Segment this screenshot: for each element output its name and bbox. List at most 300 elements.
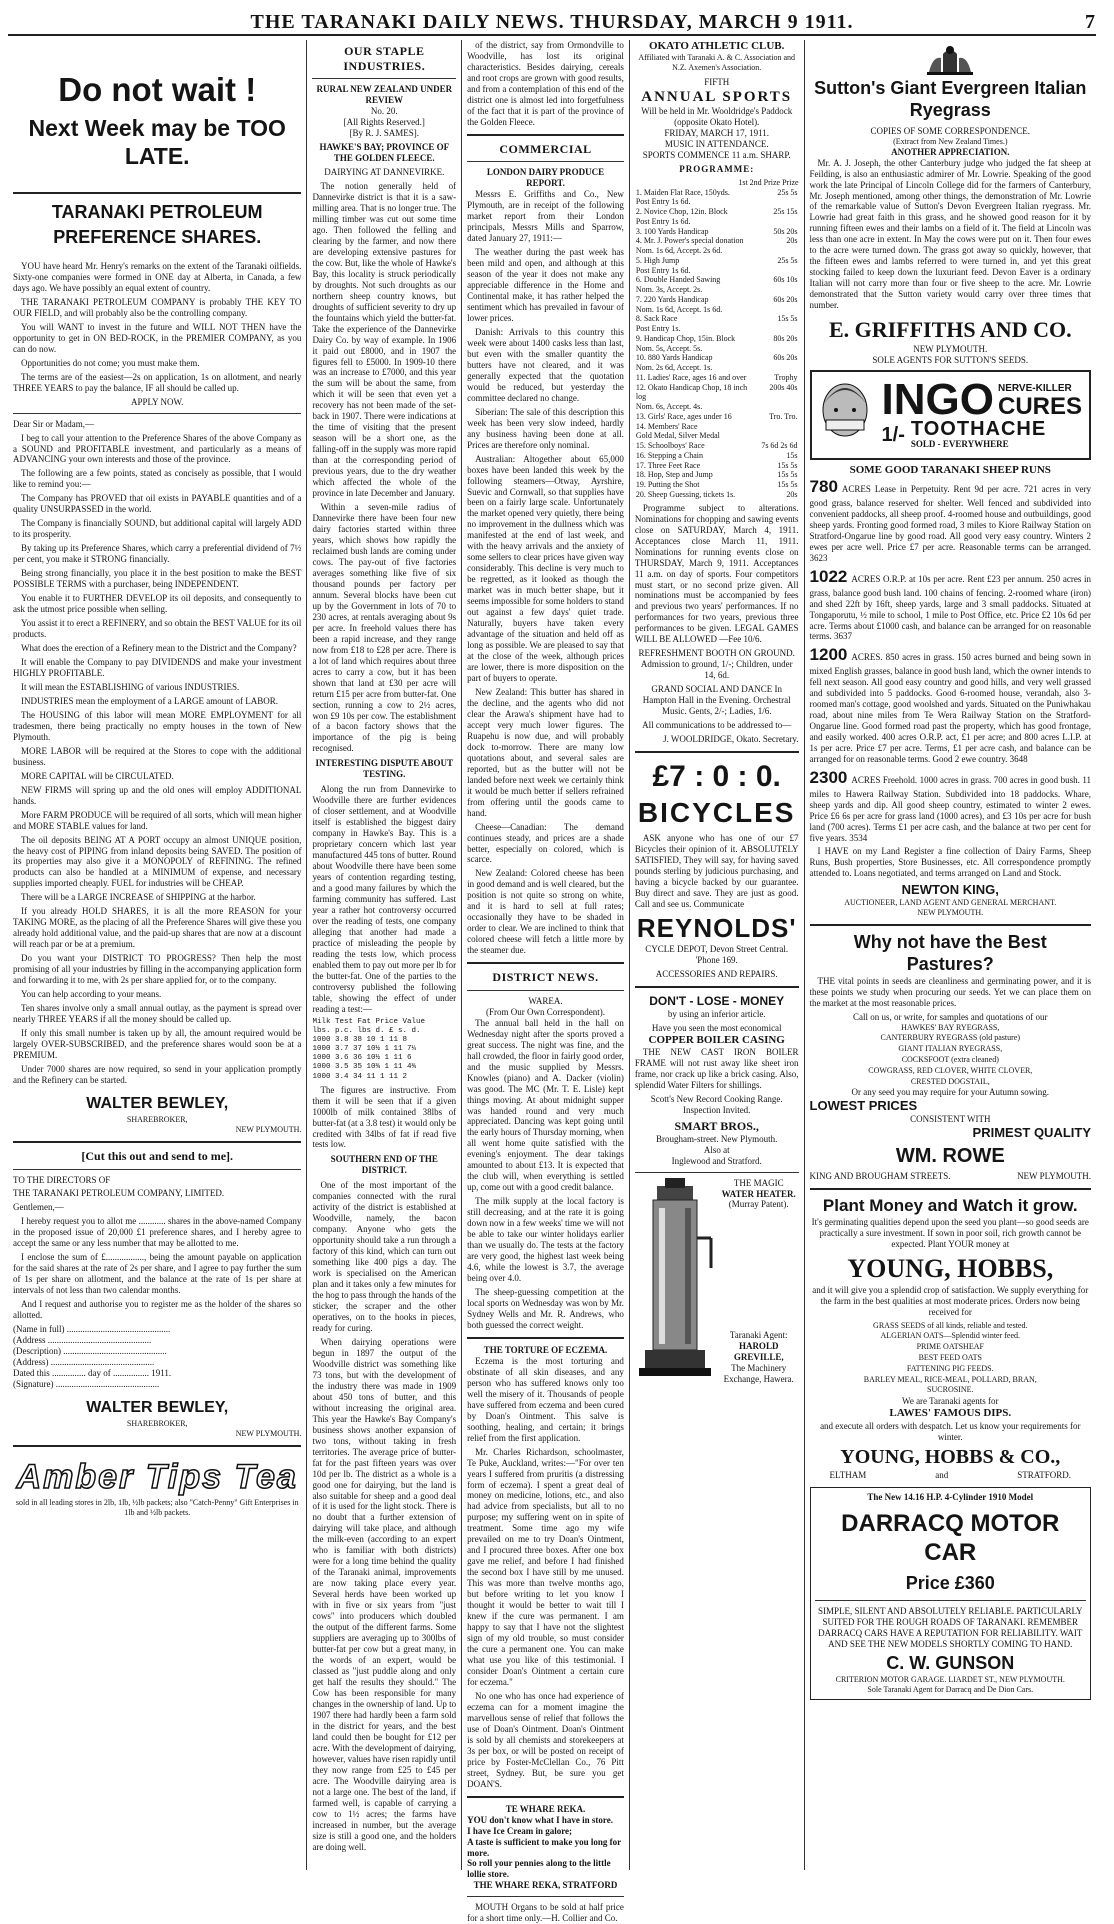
test-table-head: Milk Test Fat Price Value <box>312 1017 425 1026</box>
lawes-text: and execute all orders with despatch. Let us know your requirements for winter. <box>820 1420 1081 1442</box>
griffiths-name: E. GRIFFITHS AND CO. <box>828 317 1072 343</box>
event-prize: 15s <box>786 450 798 460</box>
plant-money-headline: Plant Money and Watch it grow. <box>822 1196 1078 1216</box>
sports-venue: Will be held in Mr. Wooldridge's Paddock (opposite Okato Hotel). <box>641 106 793 128</box>
water-heater-illustration <box>635 1178 715 1381</box>
event-name: 15. Schoolboys' Race <box>635 441 705 451</box>
royal-arms-icon <box>810 44 1091 76</box>
letter-paragraph: Under 7000 shares are now required, so send in your application promptly and the Refinery can be started. <box>13 1063 302 1085</box>
scott-range: Scott's New Record Cooking Range. <box>650 1094 783 1105</box>
heater-agent-name: HAROLD GREVILLE, <box>733 1341 784 1363</box>
event-name: Post Entry 1s 6d. <box>635 265 691 275</box>
primest-quality: PRIMEST QUALITY <box>972 1125 1091 1141</box>
young-item: BEST FEED OATS <box>918 1352 982 1362</box>
district-news-heading: DISTRICT NEWS. <box>492 970 599 985</box>
consistent-with: CONSISTENT WITH <box>910 1114 991 1125</box>
event-row <box>635 461 799 471</box>
plant-text: It's germinating qualities depend upon the seed you plant—so good seeds are practically a sure investment. If sown in poor soil, rich growth cannot be expected. Plant YOUR money at <box>811 1217 1089 1249</box>
letter-paragraph: You can help according to your means. <box>21 989 162 1000</box>
programme-heading: PROGRAMME: <box>679 164 755 175</box>
seed-item: GIANT ITALIAN RYEGRASS, <box>898 1044 1003 1054</box>
event-name: 5. High Jump <box>635 255 680 265</box>
young-item: ALGERIAN OATS—Splendid winter feed. <box>880 1331 1021 1341</box>
news-paragraph: The milk supply at the local factory is still decreasing, and at the rate it is going down now in a few weeks' time we will not be able to take our winter holidays earlier than we usually do. The tests at the factory are very good, the highest last week being 4.6, while the lowest is 3.7, the average being over 4.0. <box>467 1196 624 1284</box>
letter-paragraph: Do you want your DISTRICT TO PROGRESS? Then help the most promising of all your industries by filling in the accompanying application form and forwarding it to me, with 2s per share applied for, or to the company. <box>13 953 302 986</box>
event-prize: 80s 20s <box>773 333 798 343</box>
rowe-place: NEW PLYMOUTH. <box>1017 1171 1091 1182</box>
petroleum-intro <box>13 261 301 394</box>
letter-paragraph: The Company has PROVED that oil exists in PAYABLE quantities and of a quality UNSURPASSED in the world. <box>13 493 302 515</box>
event-prize: 25s 5s <box>777 255 798 265</box>
event-prize: 25s 5s <box>777 187 798 197</box>
event-prize <box>760 324 798 334</box>
annual-sports: ANNUAL SPORTS <box>641 88 793 105</box>
event-prize <box>760 285 798 295</box>
face-with-toothache-icon <box>816 378 876 451</box>
event-row <box>635 256 799 266</box>
inspection: Inspection Invited. <box>682 1105 751 1116</box>
mouth-organs: MOUTH Organs to be sold at half price for a short time only.—H. Collier and Co. <box>467 1902 624 1924</box>
ingo-name: INGO <box>881 374 994 424</box>
verse-line: I have Ice Cream in galore; <box>467 1825 573 1836</box>
form-company: THE TARANAKI PETROLEUM COMPANY, LIMITED. <box>13 1188 225 1199</box>
event-row <box>635 402 799 412</box>
accessories: ACCESSORIES AND REPAIRS. <box>655 969 778 980</box>
event-prize: Trophy <box>774 372 798 382</box>
event-name: 19. Putting the Shot <box>635 480 700 490</box>
young-item: GRASS SEEDS of all kinds, reliable and tested. <box>873 1320 1028 1330</box>
event-row <box>635 188 799 198</box>
darracq-advert <box>810 1487 1091 1700</box>
intro-paragraph: The terms are of the easiest—2s on application, 1s on allotment, and nearly THREE YEARS to pay the balance, IF all should be called up. <box>13 371 302 393</box>
event-prize <box>760 344 798 354</box>
also-at: Also at <box>703 1144 730 1155</box>
sutton-extract: (Extract from New Zealand Times.) <box>893 136 1008 146</box>
dont-lose-money: DON'T - LOSE - MONEY <box>649 994 785 1009</box>
letter-paragraph: INDUSTRIES mean the employment of a LARGE amount of LABOR. <box>21 695 278 706</box>
event-prize <box>760 246 798 256</box>
staple-sub5: SOUTHERN END OF THE DISTRICT. <box>330 1154 438 1176</box>
event-prize <box>760 422 798 432</box>
event-name: 9. Handicap Chop, 15in. Block <box>635 333 736 343</box>
test-table-row: 1000 3.7 37 10½ 1 11 7¼ <box>312 1045 416 1054</box>
sheep-run-text: ACRES. 850 acres in grass. 150 acres burned and being sown in mixed English grasses, balance in good bush land, which the owner intends to fell next season. All good easy country and good hills, and very well grassed and subdivided into 5 paddocks. Good 6-roomed house, verandah, also 3-roomed man's cottage, good woolshed and yards. Situated on the Puniwhakau road, about nine miles from Te Wera Railway Station on the Stratford-Ongarue line. Good formed road past the property, which has good frontage, and easily worked. 400 acres O.R.P. act, £1 per acre; and 800 acres L.I.P. at 1s per acre. Price £7 per acre. Terms, £1 per acre cash, and balance can be arranged for on reasonable terms. Good 2 ewe country. 3648 <box>809 652 1091 764</box>
event-prize: 60s 10s <box>773 275 798 285</box>
seed-item: CRESTED DOGSTAIL, <box>910 1076 990 1086</box>
event-name: 7. 220 Yards Handicap <box>635 294 709 304</box>
club-name: OKATO ATHLETIC CLUB. <box>649 40 785 52</box>
eczema-paragraphs <box>467 1356 624 1790</box>
form-field: (Description) .............................................. <box>13 1346 167 1357</box>
form-gentlemen: Gentlemen,— <box>13 1202 64 1213</box>
inferior-article: by using an inferior article. <box>667 1008 766 1019</box>
event-row <box>635 207 799 217</box>
staple-heading: OUR STAPLE INDUSTRIES. <box>343 44 426 73</box>
reynolds: REYNOLDS' <box>636 912 797 943</box>
staple-sub2: HAWKE'S BAY; PROVINCE OF THE GOLDEN FLEECE. <box>319 142 450 164</box>
bicycle-text: ASK anyone who has one of our £7 Bicycles their opinion of it. ABSOLUTELY SATISFIED, They will say, for having saved pounds sterling by judicious purchasing, and having a bicycle backed by our guarantee. Buy direct and save. They are just as good. Call and see us. Communicate <box>634 832 799 909</box>
event-name: Post Entry 1s 6d. <box>635 197 691 207</box>
event-name: 6. Double Handed Sawing <box>635 275 721 285</box>
form-field: (Address) .............................................. <box>13 1357 155 1368</box>
masthead <box>8 6 1096 36</box>
pastures-headline: Why not have the Best Pastures? <box>853 931 1047 974</box>
letter-paragraph: More FARM PRODUCE will be required of all sorts, which will mean higher and MORE STABLE values for land. <box>13 809 302 831</box>
griffiths-sole: SOLE AGENTS FOR SUTTON'S SEEDS. <box>872 354 1029 365</box>
signer2-title: SHAREBROKER, <box>126 1419 188 1429</box>
form-field: (Name in full) .............................................. <box>13 1324 171 1335</box>
event-name: Nom. 1s 6d, Accept. 2s 6d. <box>635 246 723 256</box>
sheep-run-acres: 780 <box>809 477 838 497</box>
cycle-depot: CYCLE DEPOT, Devon Street Central. 'Phone 169. <box>645 944 789 966</box>
report-paragraph: Siberian: The sale of this description this week has been very slow indeed, hardly any business having been done at all. Prices are therefore only nominal. <box>467 406 624 450</box>
test-table-row: lbs. p.c. lbs d. £ s. d. <box>312 1026 421 1035</box>
young-items <box>810 1321 1091 1397</box>
letter-paragraph: It will mean the ESTABLISHING of various INDUSTRIES. <box>21 681 240 692</box>
sports-date: FRIDAY, MARCH 17, 1911. <box>664 128 770 139</box>
form-paragraph: And I request and authorise you to register me as the holder of the shares so allotted. <box>13 1299 302 1321</box>
column-seeds-farms <box>805 40 1096 1870</box>
event-row <box>635 480 799 490</box>
event-row <box>635 275 799 285</box>
newton-place: NEW PLYMOUTH. <box>917 908 984 917</box>
event-row <box>635 412 799 422</box>
signer2-place: NEW PLYMOUTH. <box>235 1429 302 1439</box>
article-paragraph: Within a seven-mile radius of Dannevirke there have been four new dairy factories started within three years, which shows how rapidly the reclaimed bush lands are coming under cows. The pay-out of five factories averages something like five of six thousand pounds per factory per annum. Several blocks have been cut up by the Government in lots of 70 to 230 acres, at rentals averaging about 9s per acre. In freehold values there has been a rapid increase, and they range now from £18 to £28 per acre. There is a lot of land which requires about three acres to carry a cow, but it has been shown that land at £30 per acre will return £15 per acre from butter-fat. One section, running a cow to 2½ acres, won £9 10s per cow. The establishment of a bacon factory shows that the importance of the pig is being recognised. <box>312 502 457 754</box>
eczema-paragraph: Mr. Charles Richardson, schoolmaster, Te Puke, Auckland, writes:—"For over ten years I suffered from pruritis (a distressing form of eczema). I spent a great deal of money on medicine, lotions, etc., and also had advice from specialists, but all to no purpose; my suffering went on in spite of treatment. Some time ago my wife prevailed on me to try Doan's Ointment, and I procured three boxes. After one box gave me relief, and before I had finished the second box I have still by me unused. This was more than twelve months ago, but before writing to let you know I thought it would be better to wait till I knew if the cure was permanent. I am happy to say that I have not the slightest sign of my old trouble, so must consider the cure a permanent one. You can make what use you like of this testimonial. I consider Doan's Ointment a certain cure for eczema." <box>467 1446 624 1687</box>
darracq-heading: DARRACQ MOTOR CAR <box>841 1509 1060 1567</box>
article-paragraph: When dairying operations were begun in 1897 the output of the Woodville district was something like 73 tons, but with the development of the industry there was made in 1909 about 450 tons of butter, and this without increasing the original area. This year the Hawke's Bay Company's business shows another expansion of two tons, without taking in fresh territories. The average price of butter-fat for the past fifteen years was over 10d per lb. The district as a whole is a good one for dairying, but the land is also suitable for sheep and a good deal of it is used for the light stock. There is no doubt that a further extension of dairying will take place, and although the milk-even (according to an expert who is familiar with both districts) were for a long time behind the quality of the Taranaki animal, improvements are now taking place every year. Several herds have been worked up with in five or six years from "just cows" into producers which doubled the output of the different farms. Some suppliers are averaging up to 300lbs of butter-fat per cow but a great many, in the words of an expert, would be classed as "just puddle along and only get half the results they should." The Cow has been responsible for many changes in the ownership of land. Up to 1907 there had hardly been a farm sold in the district for years, and the best land could then be bought for £12 per acre. With the development of dairying, however, values have risen rapidly until they now range from £25 to £45 per acre. The Woodville dairying area is not a large one. The best of the land, if farmed well, is capable of carrying a cow to 1½ acres; the farms have increased in number, but the average size is still a good one, and the holders are doing well. <box>312 1336 457 1852</box>
column-commercial <box>462 40 630 1924</box>
test-table-row: 1000 3.8 38 10 1 11 8 <box>312 1035 407 1044</box>
event-name: Post Entry 1s. <box>635 324 681 334</box>
letter-paragraph: If only this small number is taken up by all, the amount required would be largely OVER-SUBSCRIBED, and the preference shares would soon be at a PREMIUM. <box>13 1028 302 1060</box>
apply-now: APPLY NOW. <box>130 396 184 407</box>
refreshment: REFRESHMENT BOOTH ON GROUND. Admission to ground, 1/-; Children, under 14, 6d. <box>638 648 795 681</box>
young-item: BARLEY MEAL, RICE-MEAL, POLLARD, BRAN, <box>863 1374 1037 1384</box>
dairy-report-heading: LONDON DAIRY PRODUCE REPORT. <box>486 167 605 189</box>
event-row <box>635 422 799 432</box>
sheep-run-text: ACRES Lease in Perpetuity. Rent 9d per acre. 721 acres in very good grass, balance reserved for shelter. Well fenced and subdivided into convenient paddocks, all sheep proof. 4-roomed house and outbuildings, good sheep yards. Fronting good formed road, 3 miles to Kiore Railway Station on Stratford-Ongarue line by good road. All good very easy country. Winters 2 ewes per acre well. Price £7 per acre. Reasonable terms can be arranged. 3623 <box>809 484 1091 563</box>
petroleum-letter <box>13 433 301 1086</box>
verse-line: A taste is sufficient to make you long for more. <box>467 1836 621 1858</box>
report-paragraph: New Zealand: This butter has shared in the decline, and the agents who did not clear the Arawa's shipment have had to accept very much lower figures. The Ruapehu is now due, and will probably dock to-morrow. There are many low quotations about, and several sales are reported, but as the butter will not be landed before next week we certainly think it would be much better if sellers refrained from offering until the goods came to hand. <box>467 686 624 818</box>
event-name: 2. Novice Chop, 12in. Block <box>635 207 728 217</box>
criterion-garage: CRITERION MOTOR GARAGE. LIARDET ST., NEW PLYMOUTH. <box>835 1675 1065 1685</box>
ingo-sold: SOLD - EVERYWHERE <box>910 439 1009 450</box>
heater-title: WATER HEATER. <box>721 1188 796 1199</box>
form-paragraph: I hereby request you to allot me ............ shares in the above-named Company in the proposed issue of 20,000 £1 preference shares, and I hereby agree to accept the same or any less number that may be allotted to me. <box>13 1216 302 1249</box>
event-prize: 7s 6d 2s 6d <box>761 441 798 451</box>
taranaki-agents: We are Taranaki agents for <box>902 1396 999 1407</box>
headline-next-week: Next Week may be TOO LATE. <box>28 115 286 170</box>
eczema-paragraph: Eczema is the most torturing and obstinate of all skin diseases, and any person who has suffered knows only too well the misery of it. Thousands of people have suffered from eczema and been cured by Doan's Ointment. This salve is soothing, healing, and certain; it brings relief from the first application. <box>467 1355 624 1443</box>
cut-out-label: [Cut this out and send to me]. <box>81 1148 234 1163</box>
letter-paragraph: NEW FIRMS will spring up and the old ones will employ ADDITIONAL hands. <box>13 784 302 806</box>
form-field: (Signature) .............................................. <box>13 1378 160 1389</box>
letter-paragraph: What does the erection of a Refinery mean to the District and the Company? <box>21 643 297 653</box>
event-row <box>635 324 799 334</box>
music: MUSIC IN ATTENDANCE. <box>664 139 769 150</box>
sheep-run-acres: 1022 <box>809 566 848 586</box>
darracq-price: Price £360 <box>905 1573 995 1594</box>
ingo-nerve-killer: NERVE-KILLER <box>998 383 1072 395</box>
verse-line: YOU don't know what I have in store. <box>467 1814 614 1825</box>
gunson: C. W. GUNSON <box>886 1653 1015 1674</box>
sutton-copies: COPIES OF SOME CORRESPONDENCE. <box>870 125 1031 136</box>
smart-bros: SMART BROS., <box>674 1119 759 1134</box>
darracq-new-model: The New 14.16 H.P. 4-Cylinder 1910 Model <box>867 1491 1034 1502</box>
sutton-text: Mr. A. J. Joseph, the other Canterbury judge who judged the fat sheep at Feilding, is also an enthusiastic admirer of Mr. Lowrie. Speaking of the good work the late Principal of Lincoln College did for the farmers of Canterbury, Mr. Joseph mentioned, among other things, the demonstration of Mr. Lowrie of the remarkable value of Sutton's Devon Evergreen Italian ryegrass. Mr. Lowrie had great faith in this grass, and he showed good reason for it by running fifteen ewes and their lambs on a field of it. The field at Lincoln was less than one acre in extent. In May the cows were put on it. Then four ewes to the acre were turned down. The grass got away so quickly, however, that the fifteen ewes and lambs referred to were turned in, and yet this great stocking failed to keep down the luxuriant feed. Devon Eaver is a ordinary Italian will not carry more than four or five sheep to the acre. Mr. Lowrie demonstrated that the Sutton variety would carry over three times that number. <box>809 157 1091 311</box>
application-form-fields <box>13 1324 301 1390</box>
whare-reka-sig: THE WHARE REKA, STRATFORD <box>473 1880 618 1891</box>
seed-item: COCKSFOOT (extra cleaned) <box>901 1054 999 1064</box>
dairy-report-paragraphs <box>467 189 624 956</box>
event-name: 4. Mr. J. Power's special donation <box>635 236 744 246</box>
griffiths-place: NEW PLYMOUTH. <box>913 343 988 354</box>
event-prize: Tro. Tro. <box>769 411 798 421</box>
event-row <box>635 227 799 237</box>
event-prize <box>760 431 798 441</box>
event-prize: 15s 5s <box>777 480 798 490</box>
seed-item: CANTERBURY RYEGRASS (old pasture) <box>880 1033 1021 1043</box>
event-row <box>635 451 799 461</box>
grand-social: GRAND SOCIAL AND DANCE In Hampton Hall in the Evening. Orchestral Music. Gents, 2/-; Ladies, 1/6. <box>642 684 791 717</box>
letter-paragraph: The following are a few points, stated as concisely as possible, that I would like to remind you:— <box>13 468 302 490</box>
event-name: 18. Hop, Step and Jump <box>635 470 713 480</box>
commence: SPORTS COMMENCE 11 a.m. SHARP. <box>642 150 791 161</box>
sheep-run-acres: 2300 <box>809 767 848 787</box>
masthead-title: THE TARANAKI DAILY NEWS. THURSDAY, MARCH 9 1911. <box>250 11 854 33</box>
staple-byline: [By R. J. SAMES]. <box>349 128 420 139</box>
prize-heading: 1st 2nd Prize Prize <box>738 177 799 187</box>
event-prize: 20s <box>786 489 798 499</box>
test-table-row: 1000 3.4 34 11 1 11 2 <box>312 1072 407 1081</box>
event-row <box>635 363 799 373</box>
heater-agent: Taranaki Agent: <box>729 1330 788 1341</box>
newton-king: NEWTON KING, <box>901 882 999 898</box>
sheep-runs-list <box>810 477 1091 843</box>
test-table-row: 1000 3.5 35 10¾ 1 11 4¾ <box>312 1063 416 1072</box>
intro-paragraph: YOU have heard Mr. Henry's remarks on the extent of the Taranaki oilfields. Sixty-one companies were formed in ONE day at Alberta, in Canada, a few days ago. We have possibly an equal extent of country. <box>13 260 302 293</box>
form-field: (Address .............................................. <box>13 1335 152 1346</box>
page-number: 7 <box>1085 11 1096 33</box>
event-prize: 200s 40s <box>769 382 798 392</box>
ingo-cures: CURES <box>998 393 1083 421</box>
event-row <box>635 285 799 295</box>
article-paragraph: The figures are instructive. From them it will be seen that if a given 1000lb of milk contained 38lbs of butter-fat (at a 3.8 test) it would only be credited with 34lbs of fat if read five tests low. <box>312 1084 457 1150</box>
event-row <box>635 383 799 403</box>
young-item: FATTENING PIG FEEDS. <box>906 1363 994 1373</box>
signer-name: WALTER BEWLEY, <box>86 1094 229 1112</box>
staple-rights: [All Rights Reserved.] <box>343 117 425 128</box>
heater-agent-addr: The Machinery Exchange, Hawera. <box>723 1363 794 1385</box>
event-name: 17. Three Feet Race <box>635 460 701 470</box>
warea-heading: WAREA. <box>528 995 563 1006</box>
article-paragraph: The notion generally held of Dannevirke district is that it is a saw-milling area. That is no longer true. The milling timber was cut out some time ago. Then followed the felling and clearing by the farmer, and now there are developing extensive pastures for the cow. But, like the whole of Hawke's Bay, this locality is struck periodically by droughts. Not such droughts as our northern sheep country knows, but droughts of sufficient severity to dry up the fountains which yield the butter-fat. Take the experience of the Dannevirke Dairy Co. by way of example. In 1906 it paid out £8000, and in 1907 the figures fell to £5000. In 1909-10 there was an increase to £7000, and this year the sum will be about the same, from which it will be seen that even yet a recovery has not been made of the set-back in 1907. There were indications at the time of visiting that the present season will be a short one, as the falling-off in the supply was more rapid than at the corresponding period of previous years, due to the dry weather which affected the whole of the province in late December and January. <box>312 181 457 499</box>
any-seed: Or any seed you may require for your Autumn sowing. <box>851 1087 1049 1098</box>
letter-paragraph: If you already HOLD SHARES, it is all the more REASON for your TAKING MORE, as the placing of all the Preference Shares will give these you already hold additional value, and the paid-up shares that are now at a discount will reach par or be at a premium. <box>13 906 302 950</box>
ingo-toothache: TOOTHACHE <box>910 418 1047 441</box>
heater-patent: (Murray Patent). <box>728 1199 789 1210</box>
letter-paragraph: Ten shares involve only a small annual outlay, as the payment is spread over nearly THREE YEARS if all the money should be called up. <box>13 1003 302 1025</box>
eltham: ELTHAM <box>829 1469 867 1480</box>
event-row <box>635 246 799 256</box>
pastures-text: THE vital points in seeds are cleanliness and germinating power, and it is these points we study when procuring our seeds. Yet we can place them on the market at the most reasonable prices. <box>809 975 1091 1008</box>
heater-the-magic: THE MAGIC <box>733 1177 784 1188</box>
letter-paragraph: By taking up its Preference Shares, which carry a preferential dividend of 7½ per cent, you make it STRONG financially. <box>13 543 302 565</box>
event-prize: 50s 20s <box>773 226 798 236</box>
club-affiliation: Affiliated with Taranaki A. & C. Association and N.Z. Axemen's Association. <box>638 53 796 73</box>
staple-paragraphs-3 <box>312 1085 456 1151</box>
land-register: I HAVE on my Land Register a fine collection of Dairy Farms, Sheep Runs, Bush properties, Store Businesses, etc. All correspondence promptly attended to. Loans negotiated, and terms arranged on Land and Stock. <box>809 846 1091 879</box>
form-paragraph: I enclose the sum of £................., being the amount payable on application for the said shares at the rate of 2s per share, and I agree to pay further the sum of 1s per share on allotment, and the balance at the rate of 1s per share at intervals of not less than two calendar months. <box>13 1252 302 1296</box>
warea-paragraphs <box>467 1018 624 1331</box>
event-row <box>635 344 799 354</box>
column-staple-industries <box>307 40 462 1870</box>
letter-paragraph: The oil deposits BEING AT A PORT occupy an almost UNIQUE position, the heavy cost of PIPING from inland deposits being SAVED. The position of its properties may also give it a MONOPOLY of REFINING. The refined products can also be handled at a MINIMUM of expense, and necessary supplies imported cheaply. FUEL for industries will be CHEAP. <box>13 834 302 889</box>
sheep-run-item <box>810 645 1091 764</box>
sheep-run-text: ACRES Freehold. 1000 acres in grass. 700 acres in good bush. 11 miles to Hawera Railway Station. Subdivided into 18 paddocks. Whare, sheep yards and dip. All good sheep country, estimated to winter 2 ewes. Price £6 6s per acre for grass land (1000 acres), and £3 10s per acre for bush land (700 acres). Terms £1 per acre cash, and the balance at two per cent for five years. 3534 <box>809 774 1091 843</box>
verse-line: So roll your pennies along to the little lollie store. <box>467 1858 611 1880</box>
rowe-street: KING AND BROUGHAM STREETS. <box>809 1171 951 1182</box>
bicycle-price: £7 : 0 : 0. <box>652 760 781 794</box>
ingo-advert <box>810 370 1091 460</box>
sheep-run-item <box>810 768 1091 844</box>
young-hobbs: YOUNG, HOBBS, <box>847 1253 1054 1283</box>
event-row <box>635 197 799 207</box>
intro-paragraph: Opportunities do not come; you must make them. <box>21 357 200 368</box>
letter-paragraph: I beg to call your attention to the Preference Shares of the above Company as a SOUND and PROFITABLE investment, and particularly as a means of ADVANCING your own interests and those of the province. <box>13 432 302 465</box>
event-prize <box>760 305 798 315</box>
staple-paragraphs-4 <box>312 1180 456 1852</box>
event-row <box>635 353 799 363</box>
form-to: TO THE DIRECTORS OF <box>13 1174 111 1185</box>
amber-footnote: sold in all leading stores in 2lb, 1lb, ½lb packets; also "Catch-Penny" Gift Enterprises in 1lb and ½lb packets. <box>15 1498 299 1518</box>
letter-paragraph: The Company is financially SOUND, but additional capital will largely ADD to its prosperity. <box>13 518 302 540</box>
sutton-headline: Sutton's Giant Evergreen Italian Ryegrass <box>814 78 1087 120</box>
event-row <box>635 295 799 305</box>
news-paragraph: The sheep-guessing competition at the local sports on Wednesday was won by Mr. Sydney Wells and Mr. R. Andrews, who both guessed the correct weight. <box>467 1287 624 1330</box>
event-prize <box>760 197 798 207</box>
event-row <box>635 266 799 276</box>
letter-paragraph: You enable it to FURTHER DEVELOP its oil deposits, and consequently to ask the utmost price possible when selling. <box>13 593 302 615</box>
event-name: 8. Sack Race <box>635 314 678 324</box>
communications: All communications to be addressed to— <box>642 720 792 731</box>
sheep-run-text: ACRES O.R.P. at 10s per acre. Rent £23 per annum. 250 acres in grass, balance good bush land. 100 chains of fencing. 2-roomed whare (iron) and shed 22ft by 16ft, sheep yards, large and 3 small paddocks. Situated at Tongaporutu, ½ mile to school, 1 mile to Post Office, etc. Price £2 10s 6d per acre. Terms about £1000 cash, and balance can be arranged for on reasonable terms. 3637 <box>809 573 1091 642</box>
event-name: 16. Stepping a Chain <box>635 450 703 460</box>
darracq-agent: Sole Taranaki Agent for Darracq and De Dion Cars. <box>867 1684 1034 1694</box>
staple-sub1: RURAL NEW ZEALAND UNDER REVIEW <box>316 84 453 106</box>
event-prize <box>760 266 798 276</box>
also-place: Inglewood and Stratford. <box>671 1155 762 1166</box>
letter-paragraph: It will enable the Company to pay DIVIDENDS and make your investment HIGHLY PROFITABLE. <box>13 656 302 678</box>
event-prize <box>760 363 798 373</box>
report-paragraph: Australian: Altogether about 65,000 boxes have been landed this week by the following steamers—Otway, Ayrshire, Suevic and Cornwall, so that supplies have been on a fairly large scale. Unfortunately the market opened very quietly, there being no improvement in the dullness which was manifested at the end of last week, and with the heavy arrivals and the anxiety of some sellers to clear prices have given way considerably. This decline is very much to be regretted, as it looked as though the market was in much better shape, but it seems impossible for some holders to stand out against a few days' quiet trade. Naturally, buyers have taken every advantage of the situation and held off as long as possible. We are pleased to say that at the close of the week, although prices are lower, there is more disposition on the part of buyers to operate. <box>467 453 624 683</box>
fifth: FIFTH <box>704 76 730 87</box>
sutton-another: ANOTHER APPRECIATION. <box>891 146 1010 157</box>
whare-reka-verse <box>467 1815 624 1881</box>
event-name: 11. Ladies' Race, ages 16 and over <box>635 372 747 382</box>
event-prize: 15s 5s <box>777 460 798 470</box>
young-item: SUCROSINE. <box>927 1385 974 1395</box>
letter-paragraph: MORE CAPITAL will be CIRCULATED. <box>21 770 174 781</box>
event-name: Nom. 3s, Accept. 2s. <box>635 285 703 295</box>
article-paragraph: Along the run from Dannevirke to Woodville there are further evidences of closer settlement, and at Woodville itself is established the biggest dairy company in Hawke's Bay. This is a proprietary concern which last year manufactured 445 tons of butter. Round about Woodville there have been some years of contention regarding testing, and a good many failures by which the farming community has suffered. Last year a rather hot controversy occurred over the reading of tests, one company alleging that another had made a practice of misleading the people by reading the tests low, which process enabled them to pay out more per lb for the butter-fat. One of the parties to the controversy published the following table, showing the effect of under reading a test:— <box>312 784 457 1014</box>
intro-paragraph: You will WANT to invest in the future and WILL NOT THEN have the opportunity to get in ON BED-ROCK, in the PREMIER COMPANY, as you can do now. <box>13 321 302 354</box>
commercial-heading: COMMERCIAL <box>499 141 592 156</box>
young-text: and it will give you a splendid crop of satisfaction. We supply everything for the farm in the best qualities at most moderate prices. Orders now being received for <box>812 1284 1089 1317</box>
event-row <box>635 236 799 246</box>
staple-number: No. 20. <box>370 106 398 117</box>
event-name: 12. Okato Handicap Chop, 18 inch log <box>635 382 748 402</box>
event-row <box>635 314 799 324</box>
event-prize <box>760 217 798 227</box>
eczema-paragraph: No one who has once had experience of eczema can for a moment imagine the marvellous sense of relief that follows the use of Doan's Ointment. Doan's Ointment is sold by all chemists and storekeepers at 3s per box, or will be posted on receipt of price by Foster-McClellan Co., 76 Pitt street, Sydney. But, be sure you get DOAN'S. <box>467 1690 624 1789</box>
runs-heading: SOME GOOD TARANAKI SHEEP RUNS <box>849 463 1051 476</box>
amber-tips-tea-logo: Amber Tips Tea <box>16 1457 298 1496</box>
events-table <box>635 188 799 500</box>
event-row <box>635 334 799 344</box>
whare-reka-heading: TE WHARE REKA. <box>505 1803 586 1814</box>
event-row <box>635 470 799 480</box>
lawes-dips: LAWES' FAMOUS DIPS. <box>889 1407 1012 1420</box>
event-name: Nom. 1s 6d, Accept. 1s 6d. <box>635 304 723 314</box>
event-prize: 20s <box>786 236 798 246</box>
ingo-price: 1/- <box>881 423 905 446</box>
darracq-text: SIMPLE, SILENT AND ABSOLUTELY RELIABLE. PARTICULARLY SUITED FOR THE ROUGH ROADS OF TARANAKI. REMEMBER DARRACQ CARS HAVE A REPUTATION FOR RELIABILITY. WAIT AND SEE THE NEW MODELS SHORTLY COMING TO HAND. <box>817 1606 1083 1650</box>
report-paragraph: Cheese—Canadian: The demand continues steady, and prices are a shade better, especially on colored, which is scarce. <box>467 821 624 865</box>
letter-paragraph: The HOUSING of this labor will mean MORE EMPLOYMENT for all tradesmen, there being practically no empty houses in the town of New Plymouth. <box>13 709 302 742</box>
headline-preference-shares: TARANAKI PETROLEUM PREFERENCE SHARES. <box>51 202 263 247</box>
report-paragraph: Danish: Arrivals to this country this week were about 1400 casks less than last, but even with the smaller quantity the butters have not cleared, and it was generally expected that the quotation would be reduced, but yesterday the committee declared no change. <box>467 326 624 403</box>
letter-paragraph: There will be a LARGE INCREASE of SHIPPING at the harbor. <box>21 892 256 903</box>
test-table-row: 1000 3.6 36 10½ 1 11 6 <box>312 1054 412 1063</box>
event-prize <box>760 402 798 412</box>
copper-text: THE NEW CAST IRON BOILER FRAME will not rust away like sheet iron frame, nor crack up like a brick casing. Also, splendid Water Filters for shillings. <box>634 1047 799 1091</box>
bicycles-heading: BICYCLES <box>637 796 796 828</box>
sheep-run-acres: 1200 <box>809 645 848 665</box>
call-on-us: Call on us, or write, for samples and quotations of our <box>853 1011 1048 1022</box>
article-paragraph: One of the most important of the companies connected with the rural activity of the district is established at Woodville, namely, the bacon company. Anyone who gets the opportunity should take a run through a factory of this kind, which can turn out something like 400 pigs a day. The work is specialised on the American plan and it takes only a few minutes for the hog to pass through the hands of the sticker, the scraper and the other operatives, on to the hooks in pieces, ready for curing. <box>312 1180 457 1333</box>
correspondent-note: (From Our Own Correspondent). <box>486 1006 605 1017</box>
event-row <box>635 373 799 383</box>
event-name: 20. Sheep Guessing, tickets 1s. <box>635 489 736 499</box>
sheep-run-item <box>810 477 1091 564</box>
stratford: STRATFORD. <box>1017 1469 1071 1480</box>
staple-sub4: INTERESTING DISPUTE ABOUT TESTING. <box>315 758 454 780</box>
event-row <box>635 305 799 315</box>
intro-paragraph: THE TARANAKI PETROLEUM COMPANY is probably THE KEY TO OUR FIELD, and will probably also be the controlling company. <box>13 296 302 318</box>
event-name: Nom. 5s, Accept. 5s. <box>635 343 703 353</box>
event-row <box>635 217 799 227</box>
form-field: Dated this ............... day of ................ 1911. <box>13 1368 172 1379</box>
signer-place: NEW PLYMOUTH. <box>235 1125 302 1135</box>
eczema-heading: THE TORTURE OF ECZEMA. <box>483 1344 608 1355</box>
salutation: Dear Sir or Madam,— <box>13 418 94 429</box>
letter-paragraph: MORE LABOR will be required at the Stores to cope with the additional business. <box>13 745 302 767</box>
and: and <box>935 1469 949 1480</box>
staple-paragraphs-1 <box>312 181 456 754</box>
event-name: 1. Maiden Flat Race, 150yds. <box>635 187 730 197</box>
young-hobbs-co: YOUNG, HOBBS & CO., <box>840 1446 1061 1469</box>
application-form-text <box>13 1216 301 1321</box>
event-row <box>635 490 799 500</box>
young-item: PRIME OATSHEAF <box>916 1342 984 1352</box>
news-paragraph: The annual ball held in the hall on Wednesday night after the sports proved a great success. The night was fine, and the hall crowded, the floor in fairly good order, and the music supplied by Messrs. Knowles (piano) and A. Dacker (violin) was good. The MC (Mr. T. E. Lisle) kept things moving. At about midnight supper was handed round and very much appreciated. Dancing was kept going until the early hours of Thursday morning, when all went home quite satisfied with the evening's enjoyment. The dear takings amounted to about £13. It is expected that the club will, when everything is settled up, come out with a good credit balance. <box>467 1017 624 1193</box>
signer-title: SHAREBROKER, <box>126 1115 188 1125</box>
report-paragraph: New Zealand: Colored cheese has been in good demand and is well cleared, but the position is not quite so strong on white, and it is hard to sell at full rates; occasionally they have to be shaded in order to clear. We are inclined to think that colored cheese will fetch a little more by the steamer due. <box>467 868 624 956</box>
